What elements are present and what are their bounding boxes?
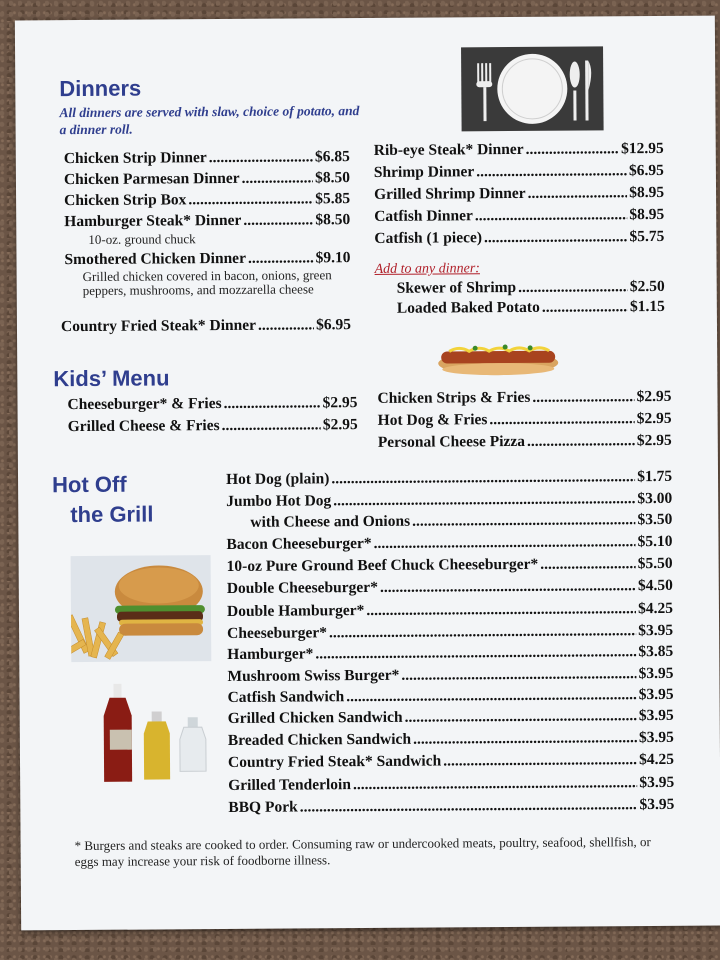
menu-item: Double Hamburger* ..... $4.25 bbox=[227, 600, 673, 625]
menu-item: Cheeseburger* & Fries ..... $2.95 bbox=[67, 394, 357, 418]
menu-item: Shrimp Dinner ..... $6.95 bbox=[374, 162, 664, 186]
menu-item: Breaded Chicken Sandwich ..... $3.95 bbox=[228, 729, 674, 754]
menu-item: Grilled Shrimp Dinner ..... $8.95 bbox=[374, 184, 664, 208]
menu-item: 10-oz Pure Ground Beef Chuck Cheeseburger* ..... $5.50 bbox=[227, 555, 673, 580]
item-note: 10-oz. ground chuck bbox=[88, 231, 196, 247]
addon-title: Add to any dinner: bbox=[374, 261, 481, 277]
menu-item: Chicken Strip Dinner ..... $6.85 bbox=[64, 148, 350, 171]
menu-item: Catfish Dinner ..... $8.95 bbox=[374, 206, 664, 230]
burger-fries-image bbox=[71, 555, 212, 662]
menu-item: Hamburger* ..... $3.85 bbox=[227, 643, 673, 668]
addon-item: Loaded Baked Potato ..... $1.15 bbox=[375, 298, 665, 320]
grill-title-line1: Hot Off bbox=[51, 471, 127, 498]
menu-item: Grilled Tenderloin ..... $3.95 bbox=[228, 774, 674, 799]
menu-item: Catfish Sandwich ..... $3.95 bbox=[228, 686, 674, 710]
menu-item: Country Fried Steak* Dinner ..... $6.95 bbox=[61, 316, 351, 338]
menu-item: Jumbo Hot Dog ..... $3.00 bbox=[226, 490, 672, 514]
menu-item: Chicken Strip Box ..... $5.85 bbox=[64, 190, 350, 213]
menu-item: Catfish (1 piece) ..... $5.75 bbox=[374, 228, 664, 252]
menu-item: with Cheese and Onions ..... $3.50 bbox=[226, 511, 672, 536]
condiments-image bbox=[101, 683, 212, 788]
dinners-title: Dinners bbox=[59, 75, 142, 102]
addon-item: Skewer of Shrimp ..... $2.50 bbox=[375, 278, 665, 300]
menu-item: Country Fried Steak* Sandwich ..... $4.25 bbox=[228, 751, 674, 777]
menu-item: BBQ Pork ..... $3.95 bbox=[228, 796, 674, 821]
menu-item: Bacon Cheeseburger* ..... $5.10 bbox=[226, 533, 672, 558]
plate-utensils-icon bbox=[461, 46, 604, 131]
menu-item: Double Cheeseburger* ..... $4.50 bbox=[227, 577, 673, 603]
menu-item: Chicken Parmesan Dinner ..... $8.50 bbox=[64, 169, 350, 192]
dinners-intro: All dinners are served with slaw, choice of potato, and a dinner roll. bbox=[59, 103, 360, 138]
menu-item: Mushroom Swiss Burger* ..... $3.95 bbox=[227, 665, 673, 689]
menu-item: Grilled Cheese & Fries ..... $2.95 bbox=[68, 416, 358, 440]
dinners-right-list bbox=[374, 140, 665, 320]
menu-item: Cheeseburger* ..... $3.95 bbox=[227, 622, 673, 646]
menu-item: Smothered Chicken Dinner ..... $9.10 bbox=[64, 249, 350, 270]
grill-list bbox=[226, 468, 674, 821]
menu-item: Hot Dog & Fries ..... $2.95 bbox=[378, 410, 672, 434]
menu-item: Grilled Chicken Sandwich ..... $3.95 bbox=[228, 707, 674, 732]
footnote: * Burgers and steaks are cooked to order. Consuming raw or undercooked meats, poultry, seafood, shellfish, or eggs may increase your risk of foodborne illness. bbox=[74, 834, 651, 870]
item-note: Grilled chicken covered in bacon, onions, green peppers, mushrooms, and mozzarella cheese bbox=[82, 267, 332, 298]
menu-item: Hamburger Steak* Dinner ..... $8.50 bbox=[64, 211, 350, 233]
menu-item: Hot Dog (plain) ..... $1.75 bbox=[226, 468, 672, 493]
kids-right-list bbox=[377, 388, 671, 456]
menu-item: Rib-eye Steak* Dinner ..... $12.95 bbox=[374, 140, 664, 164]
grill-title-line2: the Grill bbox=[70, 501, 154, 528]
hot-dog-image bbox=[435, 335, 561, 380]
kids-title: Kids’ Menu bbox=[53, 365, 170, 392]
menu-item: Chicken Strips & Fries ..... $2.95 bbox=[377, 388, 671, 412]
grill-title bbox=[52, 470, 154, 531]
kids-left-list bbox=[67, 394, 357, 440]
menu-item: Personal Cheese Pizza ..... $2.95 bbox=[378, 432, 672, 456]
dinners-left-list bbox=[60, 148, 352, 338]
menu-page bbox=[15, 16, 720, 931]
